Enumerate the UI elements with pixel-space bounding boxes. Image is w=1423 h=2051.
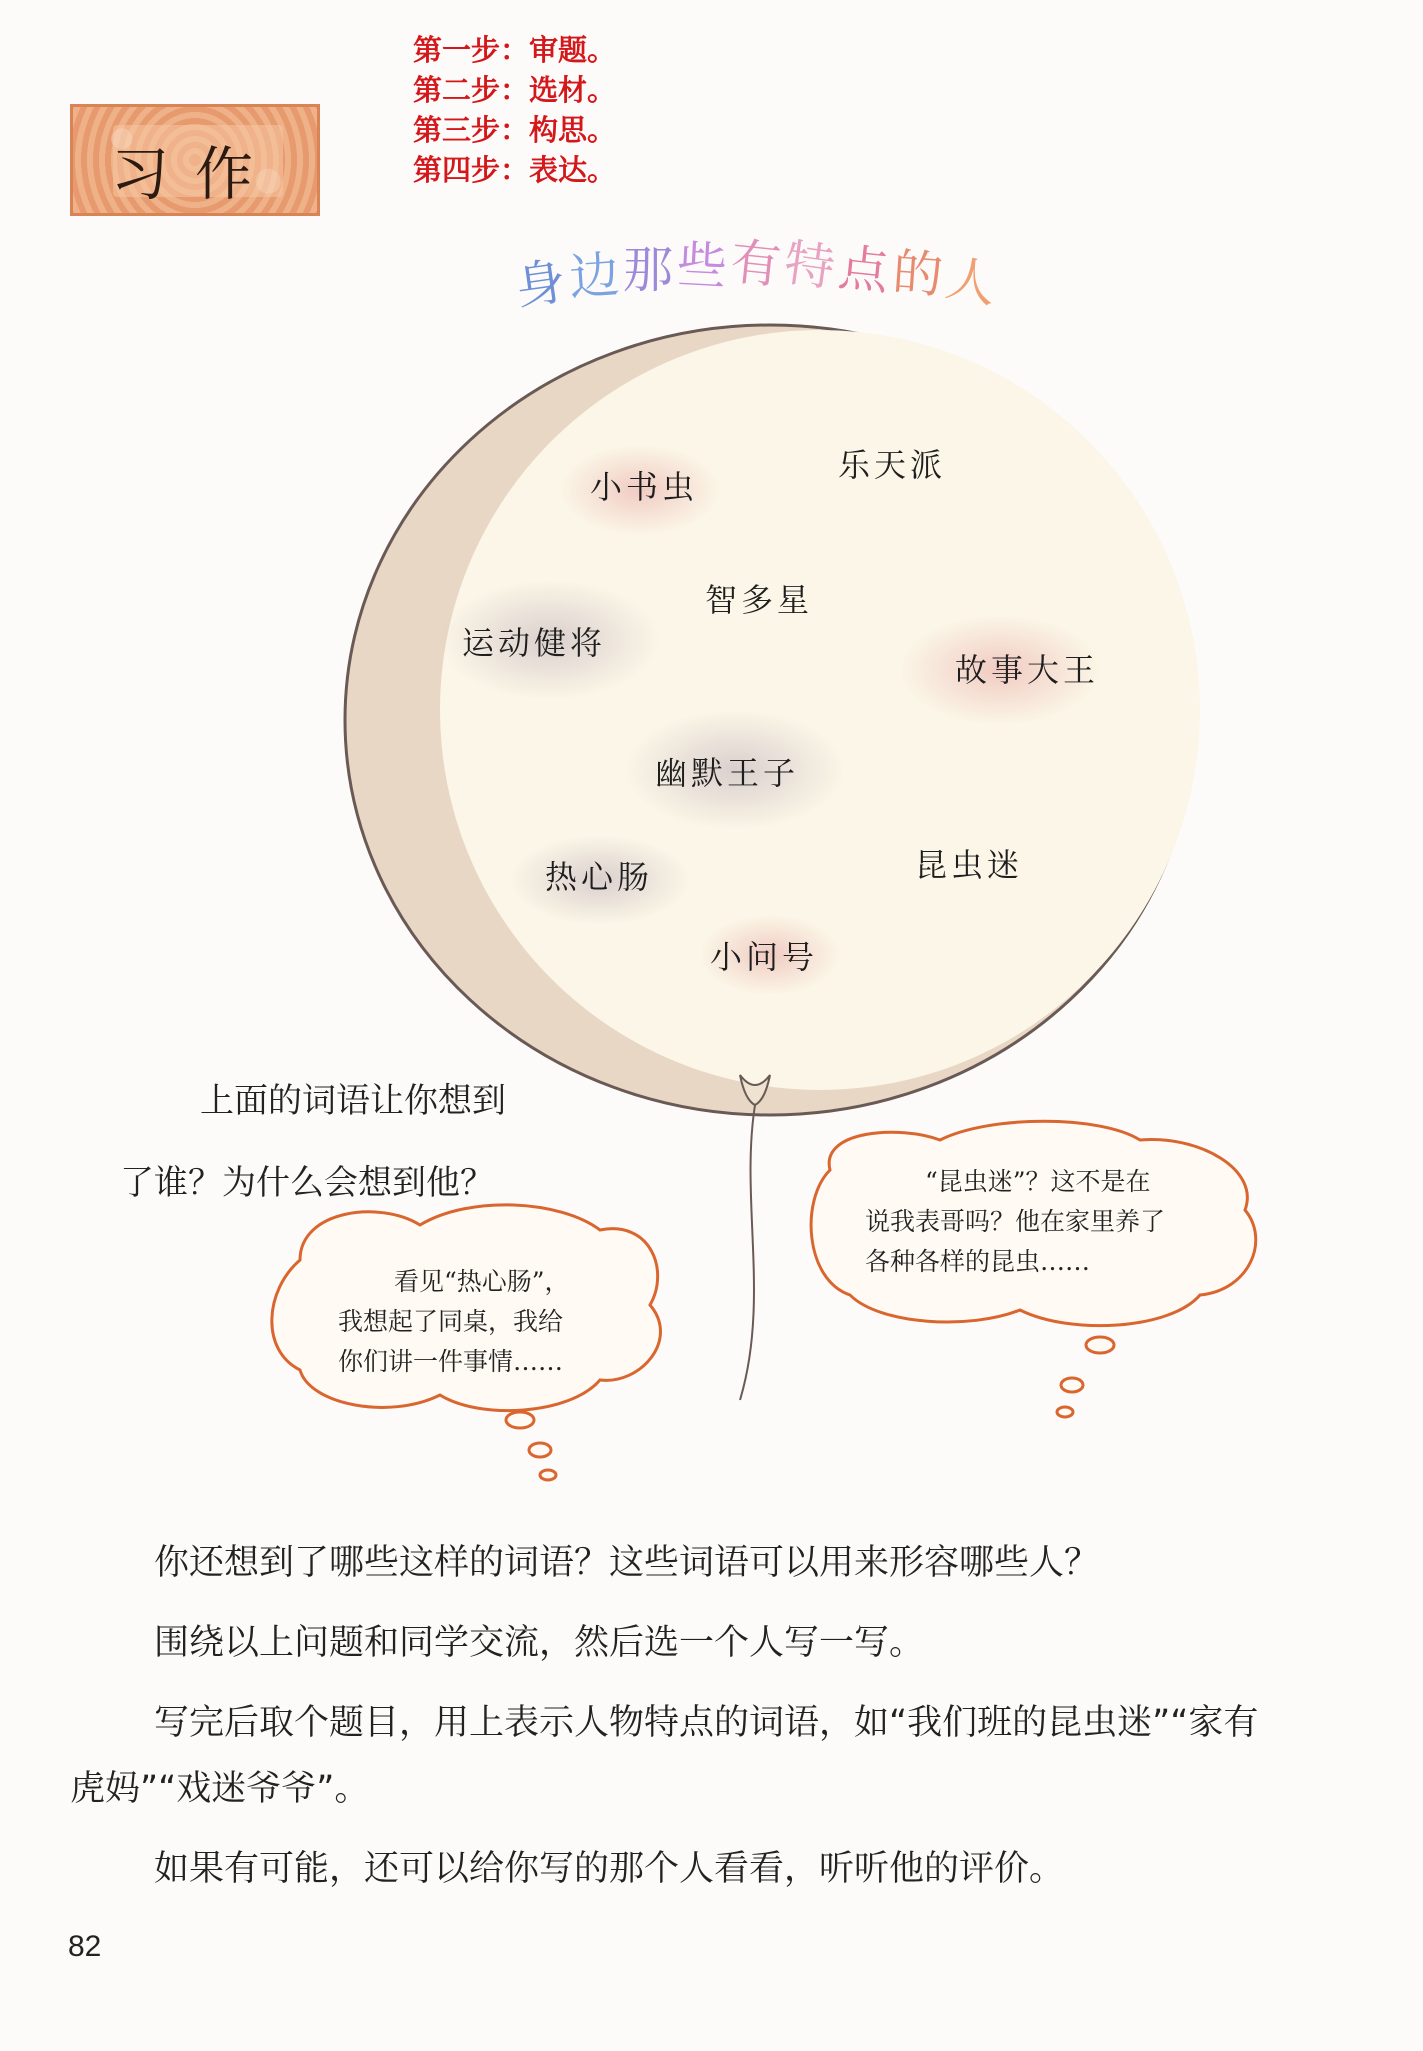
balloon-string [740, 1105, 755, 1400]
left-bubble-dot-2 [529, 1443, 551, 1457]
section-title-char: 人 [941, 248, 1005, 316]
left-bubble-dot-1 [506, 1412, 534, 1428]
left-bubble-line-3: 你们讲一件事情…… [338, 1347, 564, 1376]
section-title-char: 那 [623, 241, 677, 299]
paragraph-3: 写完后取个题目，用上表示人物特点的词语，如“我们班的昆虫迷”“家有虎妈”“戏迷爷爷”。 [70, 1703, 1259, 1809]
word-yundongjianjiang: 运动健将 [462, 624, 607, 662]
section-title-char: 特 [780, 233, 843, 299]
left-bubble-line-1: 看见“热心肠”， [394, 1267, 570, 1296]
step-4: 第四步：表达。 [413, 153, 617, 187]
body-paragraphs [70, 1530, 1270, 1916]
right-bubble-line-2: 说我表哥吗？他在家里养了 [865, 1207, 1166, 1236]
word-xiaowenhao: 小问号 [710, 938, 819, 976]
right-bubble-dot-3 [1057, 1407, 1073, 1417]
page-number: 82 [68, 1930, 102, 1963]
right-bubble-line-3: 各种各样的昆虫…… [865, 1247, 1091, 1276]
left-bubble-dot-3 [540, 1470, 556, 1480]
paragraph-1: 你还想到了哪些这样的词语？这些词语可以用来形容哪些人？ [154, 1543, 1100, 1583]
section-title-char: 身 [511, 251, 574, 317]
paragraph-2: 围绕以上问题和同学交流，然后选一个人写一写。 [154, 1623, 925, 1663]
word-kunchongmi: 昆虫迷 [915, 846, 1024, 884]
question-line-2: 了谁？为什么会想到他？ [120, 1163, 494, 1203]
left-bubble-line-2: 我想起了同桌，我给 [338, 1307, 564, 1336]
paragraph-4: 如果有可能，还可以给你写的那个人看看，听听他的评价。 [154, 1849, 1065, 1889]
word-letianpai: 乐天派 [838, 446, 947, 484]
step-3: 第三步：构思。 [413, 113, 617, 147]
right-bubble-text [865, 1162, 1245, 1282]
right-bubble-dot-2 [1061, 1378, 1083, 1392]
section-title-char: 些 [675, 235, 733, 297]
section-title-char: 的 [890, 243, 949, 305]
step-1: 第一步：审题。 [413, 33, 617, 67]
section-title-char: 有 [727, 232, 788, 296]
question-line-1: 上面的词语让你想到 [200, 1081, 506, 1121]
word-xiaoshuchong: 小书虫 [590, 468, 699, 506]
word-rexinchang: 热心肠 [545, 858, 654, 896]
badge-title: 习作 [110, 140, 279, 208]
word-gushidawang: 故事大王 [955, 651, 1100, 689]
word-zhiduoxing: 智多星 [705, 581, 814, 619]
right-bubble-dot-1 [1086, 1337, 1114, 1353]
left-bubble-text [338, 1262, 648, 1382]
right-bubble-line-1: “昆虫迷”？这不是在 [925, 1167, 1151, 1196]
section-title-char: 点 [835, 238, 896, 302]
word-youmowangzi: 幽默王子 [655, 754, 800, 792]
section-title-char: 边 [567, 245, 626, 307]
prompt-question [120, 1060, 580, 1224]
step-2: 第二步：选材。 [413, 73, 617, 107]
